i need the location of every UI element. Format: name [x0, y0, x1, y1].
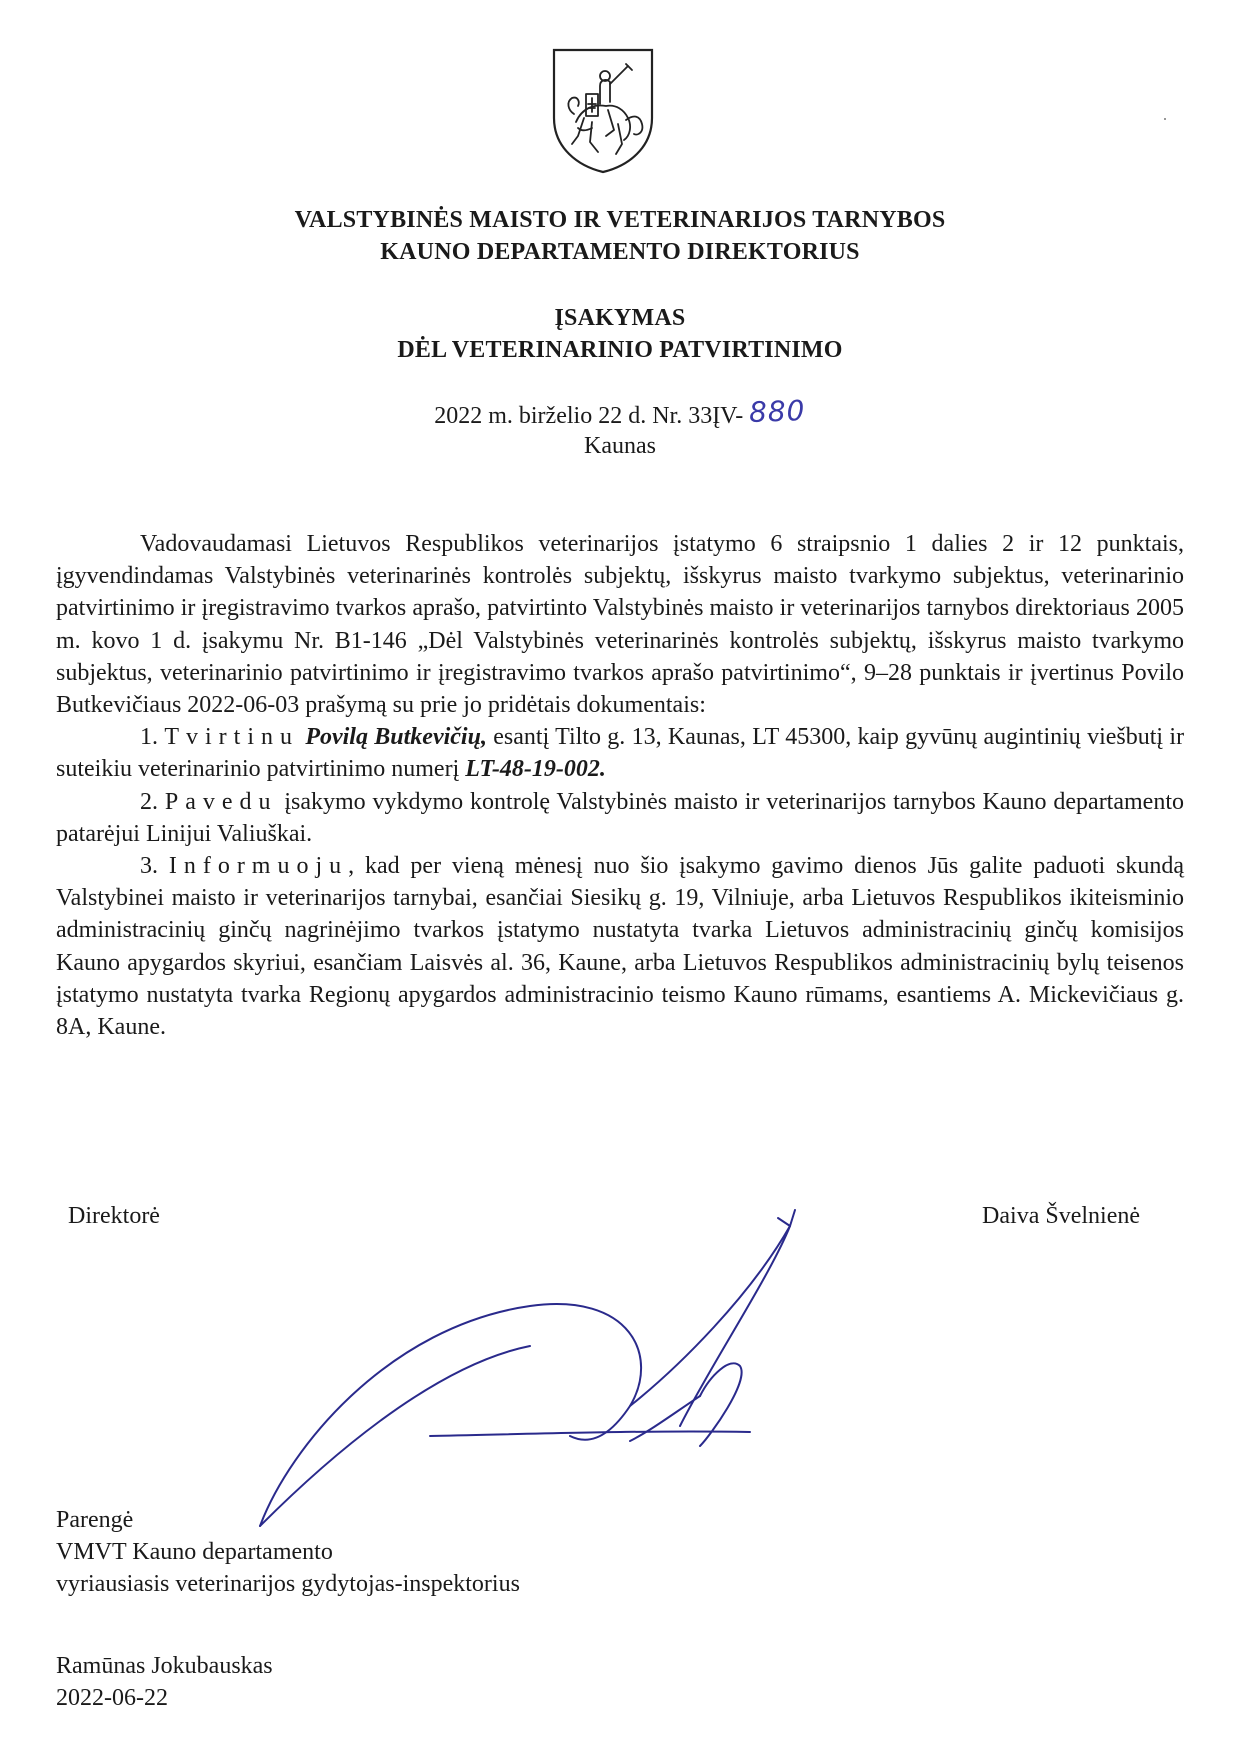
authority-line-1: VALSTYBINĖS MAISTO IR VETERINARIJOS TARNYBOS: [294, 207, 946, 233]
signatory-role: Direktorė: [68, 1203, 160, 1229]
approval-number: LT-48-19-002.: [465, 756, 606, 783]
item-verb: Tvirtinu: [164, 724, 299, 751]
item-text: įsakymo vykdymo kontrolę Valstybinės maisto ir veterinarijos tarnybos Kauno departamento patarėjui Linijui Valiuškai.: [56, 788, 1184, 847]
authority-heading: [120, 204, 1120, 268]
item-text: , kad per vieną mėnesį nuo šio įsakymo gavimo dienos Jūs galite paduoti skundą Valstybinei maisto ir veterinarijos tarnybai, esančiai Siesikų g. 19, Vilniuje, arba Lietuvos Respublikos ikiteisminio administracinių ginčų nagrinėjimo tvarkos įstatymo nustatyta tvarka Lietuvos administracinių ginčų komisijos Kauno apygardos skyriui, esančiam Laisvės al. 36, Kaune, arba Lietuvos Respublikos administracinių bylų teisenos įstatymo nustatyta tvarka Regionų apygardos administracinio teismo Kauno rūmams, esantiems A. Mickevičiaus g. 8A, Kaune.: [56, 853, 1185, 1041]
item-number: 2.: [140, 788, 158, 815]
order-body: [56, 528, 1184, 1043]
handwritten-document-number: 880: [748, 394, 807, 429]
document-title: [120, 302, 1120, 366]
order-item-3: [56, 850, 1184, 1043]
prepared-department: VMVT Kauno departamento: [56, 1539, 333, 1565]
coat-of-arms-emblem: [548, 44, 658, 176]
document-subject: DĖL VETERINARINIO PATVIRTINIMO: [397, 337, 843, 363]
date-number-line: [120, 394, 1120, 432]
prepared-by-block: [56, 1504, 520, 1600]
subject-name: Povilą Butkevičių,: [305, 724, 487, 751]
date-number-printed: 2022 m. birželio 22 d. Nr. 33ĮV-: [434, 403, 744, 429]
intro-paragraph: Vadovaudamasi Lietuvos Respublikos veterinarijos įstatymo 6 straipsnio 1 dalies 2 ir 12 punktais, įgyvendindamas Valstybinės veterinarinės kontrolės subjektų, išskyrus maisto tvarkymo subjektus, veterinarinio patvirtinimo ir įregistravimo tvarkos aprašo, patvirtinto Valstybinės maisto ir veterinarijos tarnybos direktoriaus 2005 m. kovo 1 d. įsakymu Nr. B1-146 „Dėl Valstybinės veterinarinės kontrolės subjektų, išskyrus maisto tvarkymo subjektus, veterinarinio patvirtinimo ir įregistravimo tvarkos aprašo patvirtinimo“, 9–28 punktais ir įvertinus Povilo Butkevičiaus 2022-06-03 prašymą su prie jo pridėtais dokumentais:: [56, 531, 1184, 719]
scan-speck: [1164, 118, 1166, 120]
authority-line-2: KAUNO DEPARTAMENTO DIREKTORIUS: [380, 239, 860, 265]
item-number: 1.: [140, 724, 158, 751]
order-item-2: [56, 786, 1184, 850]
prepared-name: Ramūnas Jokubauskas: [56, 1653, 273, 1679]
item-verb: Informuoju: [168, 853, 349, 880]
prepared-label: Parengė: [56, 1507, 134, 1533]
signatory-name: Daiva Švelnienė: [982, 1203, 1140, 1229]
order-item-1: [56, 721, 1184, 785]
place-of-issue: Kaunas: [584, 433, 656, 459]
prepared-date: 2022-06-22: [56, 1685, 168, 1711]
prepared-by-identity: [56, 1650, 273, 1714]
item-number: 3.: [140, 853, 158, 880]
item-text: esantį Tilto g. 13, Kaunas, LT 45300, kaip gyvūnų augintinių viešbutį ir suteikiu veterinarinio patvirtinimo numerį: [56, 724, 1185, 783]
item-verb: Pavedu: [164, 788, 278, 815]
prepared-position: vyriausiasis veterinarijos gydytojas-inspektorius: [56, 1571, 520, 1597]
document-type: ĮSAKYMAS: [554, 305, 686, 331]
